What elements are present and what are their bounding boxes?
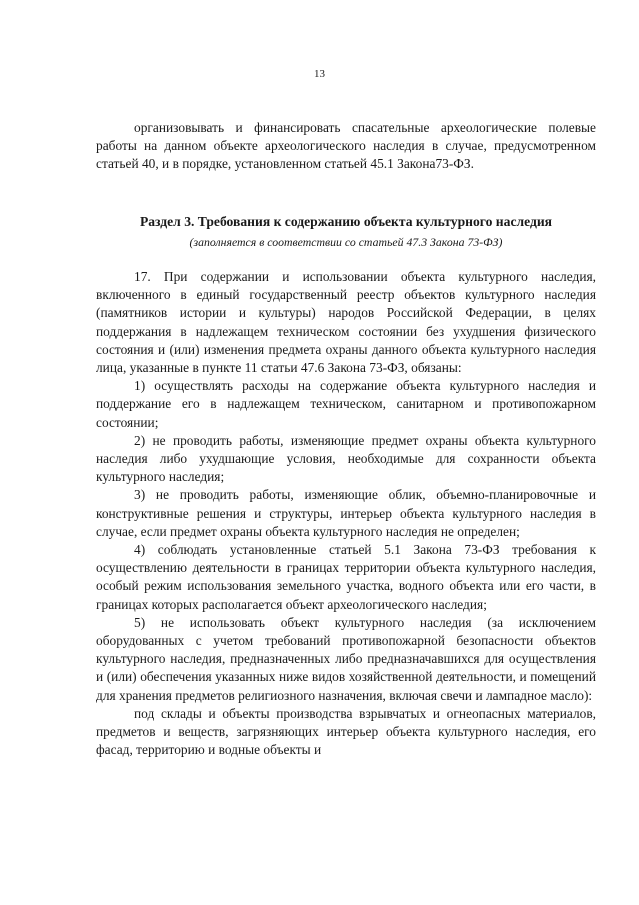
item-3: 3) не проводить работы, изменяющие облик, объемно-планировочные и конструктивные решения и структуры, интерьер объекта культурного наследия в случае, если предмет охраны объекта культурного наследия не определен; [96,487,596,539]
section-subtitle: (заполняется в соответствии со статьей 47.3 Закона 73-ФЗ) [189,235,503,249]
intro-paragraph: организовывать и финансировать спасательные археологические полевые работы на данном объекте археологического наследия в случае, предусмотренном статьей 40, и в порядке, установленном статьей 45.1 Закона73-ФЗ. [96,120,596,172]
section-title: Раздел 3. Требования к содержанию объекта культурного наследия [139,214,553,229]
page-number: 13 [314,68,325,80]
item-1: 1) осуществлять расходы на содержание объекта культурного наследия и поддержание его в надлежащем техническом, санитарном и противопожарном состоянии; [96,378,596,430]
item-5-continuation: под склады и объекты производства взрывчатых и огнеопасных материалов, предметов и веществ, загрязняющих интерьер объекта культурного наследия, его фасад, территорию и водные объекты и [96,705,596,758]
item-5: 5) не использовать объект культурного наследия (за исключением оборудованных с учетом требований противопожарной безопасности объектов культурного наследия, предназначенных либо предназначавшихся для осуществления и (или) обеспечения указанных ниже видов хозяйственной деятельности, и помещений для хранения предметов религиозного назначения, включая свечи и лампадное масло): [96,614,596,703]
item-4: 4) соблюдать установленные статьей 5.1 Закона 73-ФЗ требования к осуществлению деятельности в границах территории объекта культурного наследия, особый режим использования земельного участка, водного объекта или его части, в границах которых располагается объект археологического наследия; [96,542,596,612]
paragraph-17: 17. При содержании и использовании объекта культурного наследия, включенного в единый государственный реестр объектов культурного наследия (памятников истории и культуры) народов Российской Федерации, в целях поддержания в надлежащем техническом состоянии без ухудшения физического состояния и (или) изменения предмета охраны данного объекта культурного наследия лица, указанные в пункте 11 статьи 47.6 Закона 73-ФЗ, обязаны: [96,269,596,376]
requirements-body [96,268,596,759]
item-2: 2) не проводить работы, изменяющие предмет охраны объекта культурного наследия либо ухудшающие условия, необходимые для сохранности объекта культурного наследия; [96,432,596,485]
intro-paragraph-block [96,119,596,174]
